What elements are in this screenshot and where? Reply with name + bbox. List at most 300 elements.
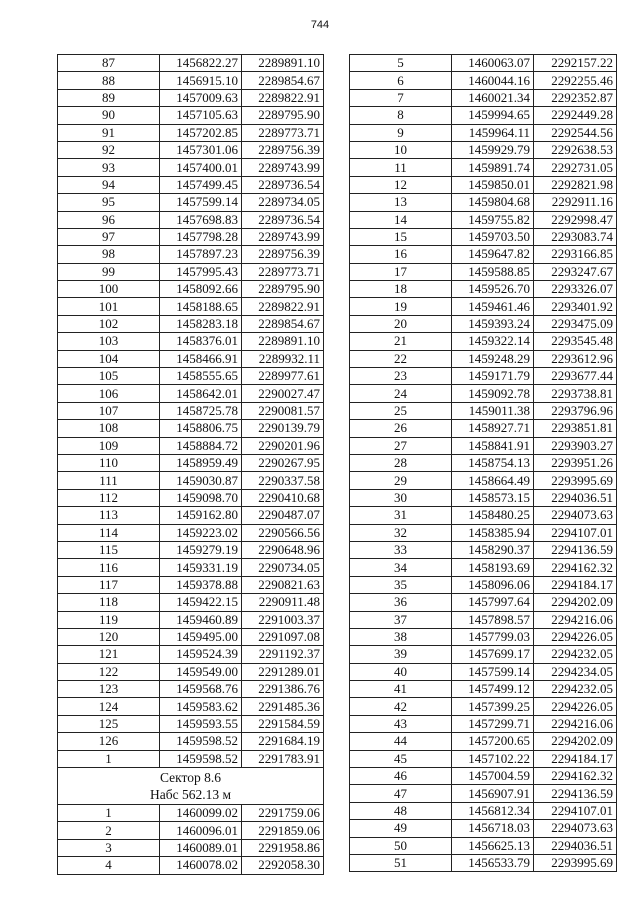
table-row <box>58 715 324 732</box>
coordinate-x: 1459011.38 <box>452 402 534 419</box>
coordinate-y: 2290337.58 <box>242 472 324 489</box>
table-row <box>350 489 617 506</box>
coordinate-y: 2289743.99 <box>242 228 324 245</box>
coordinate-y: 2289795.90 <box>242 281 324 298</box>
point-number: 9 <box>350 124 452 141</box>
coordinate-y: 2291684.19 <box>242 733 324 750</box>
point-number: 48 <box>350 802 452 819</box>
point-number: 49 <box>350 820 452 837</box>
coordinate-y: 2289822.91 <box>242 89 324 106</box>
point-number: 33 <box>350 541 452 558</box>
table-row <box>58 681 324 698</box>
point-number: 24 <box>350 385 452 402</box>
table-row <box>58 246 324 263</box>
coordinate-x: 1456812.34 <box>452 802 534 819</box>
coordinate-y: 2291289.01 <box>242 663 324 680</box>
table-row <box>350 698 617 715</box>
point-number: 29 <box>350 472 452 489</box>
table-row <box>350 176 617 193</box>
coordinate-y: 2294073.63 <box>534 820 617 837</box>
table-row <box>350 107 617 124</box>
coordinate-x: 1456822.27 <box>160 55 242 72</box>
table-row <box>350 420 617 437</box>
coordinate-y: 2293995.69 <box>534 854 617 871</box>
table-row <box>58 107 324 124</box>
coordinate-y: 2294036.51 <box>534 489 617 506</box>
point-number: 119 <box>58 611 160 628</box>
table-row <box>58 211 324 228</box>
table-row <box>58 333 324 350</box>
coordinate-y: 2289736.54 <box>242 176 324 193</box>
point-number: 18 <box>350 281 452 298</box>
table-row <box>350 820 617 837</box>
coordinate-x: 1458376.01 <box>160 333 242 350</box>
coordinate-y: 2291485.36 <box>242 698 324 715</box>
coordinate-y: 2290566.56 <box>242 524 324 541</box>
coordinate-x: 1459568.76 <box>160 681 242 698</box>
coordinate-x: 1459460.89 <box>160 611 242 628</box>
coordinate-y: 2293401.92 <box>534 298 617 315</box>
coordinate-y: 2290648.96 <box>242 541 324 558</box>
table-row <box>58 733 324 750</box>
table-row <box>58 559 324 576</box>
coordinate-x: 1459994.65 <box>452 107 534 124</box>
coordinate-x: 1457799.03 <box>452 628 534 645</box>
coordinate-y: 2292821.98 <box>534 176 617 193</box>
coordinate-x: 1456915.10 <box>160 72 242 89</box>
table-row <box>350 159 617 176</box>
coordinate-x: 1459030.87 <box>160 472 242 489</box>
point-number: 88 <box>58 72 160 89</box>
point-number: 1 <box>58 805 160 822</box>
point-number: 12 <box>350 176 452 193</box>
point-number: 51 <box>350 854 452 871</box>
table-row <box>58 507 324 524</box>
table-row <box>350 628 617 645</box>
coordinate-x: 1458927.71 <box>452 420 534 437</box>
point-number: 87 <box>58 55 160 72</box>
point-number: 41 <box>350 681 452 698</box>
point-number: 98 <box>58 246 160 263</box>
point-number: 47 <box>350 785 452 802</box>
coordinate-y: 2292255.46 <box>534 72 617 89</box>
table-row <box>350 472 617 489</box>
table-row <box>58 89 324 106</box>
coordinate-y: 2294216.06 <box>534 611 617 628</box>
point-number: 115 <box>58 541 160 558</box>
coordinate-x: 1459964.11 <box>452 124 534 141</box>
coordinate-x: 1459703.50 <box>452 228 534 245</box>
point-number: 114 <box>58 524 160 541</box>
table-row <box>350 733 617 750</box>
coordinate-x: 1458959.49 <box>160 454 242 471</box>
table-row <box>58 472 324 489</box>
point-number: 100 <box>58 281 160 298</box>
table-row <box>350 124 617 141</box>
coordinate-x: 1460099.02 <box>160 805 242 822</box>
coordinate-y: 2294184.17 <box>534 576 617 593</box>
coordinate-y: 2289891.10 <box>242 55 324 72</box>
table-row <box>58 298 324 315</box>
table-row <box>58 315 324 332</box>
table-row <box>58 55 324 72</box>
coordinate-x: 1459850.01 <box>452 176 534 193</box>
coordinate-y: 2294136.59 <box>534 785 617 802</box>
table-row <box>350 211 617 228</box>
table-row <box>350 72 617 89</box>
point-number: 10 <box>350 141 452 158</box>
coordinate-x: 1459804.68 <box>452 194 534 211</box>
table-row <box>350 246 617 263</box>
coordinate-y: 2293738.81 <box>534 385 617 402</box>
coordinate-x: 1459248.29 <box>452 350 534 367</box>
point-number: 30 <box>350 489 452 506</box>
coordinate-y: 2294216.06 <box>534 715 617 732</box>
coordinate-y: 2291584.59 <box>242 715 324 732</box>
coordinate-y: 2294232.05 <box>534 681 617 698</box>
table-row <box>58 402 324 419</box>
point-number: 99 <box>58 263 160 280</box>
point-number: 27 <box>350 437 452 454</box>
point-number: 17 <box>350 263 452 280</box>
coordinate-x: 1457698.83 <box>160 211 242 228</box>
sector-area: Набс 562.13 м <box>149 787 232 803</box>
coordinate-y: 2294184.17 <box>534 750 617 767</box>
coordinate-x: 1458283.18 <box>160 315 242 332</box>
table-row <box>58 124 324 141</box>
coordinate-x: 1458092.66 <box>160 281 242 298</box>
point-number: 37 <box>350 611 452 628</box>
table-row <box>350 385 617 402</box>
coordinate-x: 1456625.13 <box>452 837 534 854</box>
point-number: 4 <box>58 857 160 874</box>
coordinate-y: 2290027.47 <box>242 385 324 402</box>
coordinate-x: 1458188.65 <box>160 298 242 315</box>
coordinate-x: 1459098.70 <box>160 489 242 506</box>
coordinate-y: 2289822.91 <box>242 298 324 315</box>
coordinate-y: 2294073.63 <box>534 507 617 524</box>
point-number: 35 <box>350 576 452 593</box>
coordinate-x: 1459929.79 <box>452 141 534 158</box>
coordinate-y: 2293612.96 <box>534 350 617 367</box>
coordinate-y: 2293951.26 <box>534 454 617 471</box>
table-row <box>350 524 617 541</box>
coordinates-table-right <box>349 54 617 872</box>
table-row <box>58 698 324 715</box>
point-number: 42 <box>350 698 452 715</box>
coordinate-y: 2293545.48 <box>534 333 617 350</box>
coordinate-x: 1457105.63 <box>160 107 242 124</box>
point-number: 116 <box>58 559 160 576</box>
coordinate-y: 2292352.87 <box>534 89 617 106</box>
coordinate-y: 2294107.01 <box>534 802 617 819</box>
point-number: 23 <box>350 368 452 385</box>
coordinate-y: 2293677.44 <box>534 368 617 385</box>
coordinate-y: 2294107.01 <box>534 524 617 541</box>
point-number: 92 <box>58 141 160 158</box>
table-row <box>58 263 324 280</box>
table-row <box>350 194 617 211</box>
point-number: 109 <box>58 437 160 454</box>
coordinate-y: 2291958.86 <box>242 839 324 856</box>
point-number: 121 <box>58 646 160 663</box>
table-row <box>58 750 324 767</box>
coordinate-x: 1460089.01 <box>160 839 242 856</box>
coordinate-x: 1456907.91 <box>452 785 534 802</box>
point-number: 124 <box>58 698 160 715</box>
coordinate-x: 1459495.00 <box>160 628 242 645</box>
coordinates-table-left <box>57 54 324 875</box>
table-row <box>350 768 617 785</box>
table-row <box>58 228 324 245</box>
table-row <box>58 368 324 385</box>
coordinate-x: 1459223.02 <box>160 524 242 541</box>
coordinate-x: 1457499.45 <box>160 176 242 193</box>
table-row <box>350 837 617 854</box>
coordinate-x: 1460078.02 <box>160 857 242 874</box>
point-number: 90 <box>58 107 160 124</box>
coordinate-x: 1459593.55 <box>160 715 242 732</box>
point-number: 107 <box>58 402 160 419</box>
table-row <box>350 785 617 802</box>
coordinate-y: 2289854.67 <box>242 72 324 89</box>
coordinate-y: 2289854.67 <box>242 315 324 332</box>
point-number: 118 <box>58 594 160 611</box>
table-row <box>58 420 324 437</box>
coordinate-x: 1459755.82 <box>452 211 534 228</box>
table-row <box>350 854 617 871</box>
coordinate-y: 2291097.08 <box>242 628 324 645</box>
point-number: 122 <box>58 663 160 680</box>
table-row <box>58 805 324 822</box>
coordinate-x: 1457995.43 <box>160 263 242 280</box>
table-row <box>350 263 617 280</box>
coordinate-x: 1457699.17 <box>452 646 534 663</box>
coordinate-x: 1459526.70 <box>452 281 534 298</box>
table-row <box>58 194 324 211</box>
table-row <box>58 141 324 158</box>
coordinate-y: 2292911.16 <box>534 194 617 211</box>
coordinate-y: 2294162.32 <box>534 559 617 576</box>
point-number: 5 <box>350 55 452 72</box>
point-number: 95 <box>58 194 160 211</box>
point-number: 96 <box>58 211 160 228</box>
coordinate-x: 1458573.15 <box>452 489 534 506</box>
coordinate-x: 1458884.72 <box>160 437 242 454</box>
table-row <box>58 663 324 680</box>
point-number: 3 <box>58 839 160 856</box>
point-number: 28 <box>350 454 452 471</box>
coordinate-y: 2293083.74 <box>534 228 617 245</box>
coordinate-y: 2293903.27 <box>534 437 617 454</box>
coordinate-y: 2289756.39 <box>242 141 324 158</box>
coordinate-x: 1458193.69 <box>452 559 534 576</box>
table-row <box>350 715 617 732</box>
coordinate-y: 2292157.22 <box>534 55 617 72</box>
point-number: 43 <box>350 715 452 732</box>
coordinate-x: 1459331.19 <box>160 559 242 576</box>
coordinate-x: 1459598.52 <box>160 750 242 767</box>
coordinate-y: 2290821.63 <box>242 576 324 593</box>
table-row <box>350 350 617 367</box>
coordinate-x: 1457299.71 <box>452 715 534 732</box>
point-number: 125 <box>58 715 160 732</box>
coordinate-y: 2289932.11 <box>242 350 324 367</box>
coordinate-y: 2291003.37 <box>242 611 324 628</box>
coordinate-x: 1459393.24 <box>452 315 534 332</box>
coordinate-x: 1457400.01 <box>160 159 242 176</box>
point-number: 14 <box>350 211 452 228</box>
point-number: 126 <box>58 733 160 750</box>
point-number: 8 <box>350 107 452 124</box>
point-number: 45 <box>350 750 452 767</box>
coordinate-y: 2293995.69 <box>534 472 617 489</box>
coordinate-x: 1457599.14 <box>160 194 242 211</box>
table-row <box>58 857 324 874</box>
coordinate-x: 1458725.78 <box>160 402 242 419</box>
coordinate-x: 1458480.25 <box>452 507 534 524</box>
coordinate-y: 2294232.05 <box>534 646 617 663</box>
coordinate-x: 1459422.15 <box>160 594 242 611</box>
coordinate-y: 2292638.53 <box>534 141 617 158</box>
coordinate-y: 2291759.06 <box>242 805 324 822</box>
coordinate-x: 1456533.79 <box>452 854 534 871</box>
coordinate-y: 2293166.85 <box>534 246 617 263</box>
coordinate-x: 1457009.63 <box>160 89 242 106</box>
coordinate-x: 1458555.65 <box>160 368 242 385</box>
coordinate-y: 2292449.28 <box>534 107 617 124</box>
coordinate-x: 1457399.25 <box>452 698 534 715</box>
point-number: 117 <box>58 576 160 593</box>
coordinate-y: 2291859.06 <box>242 822 324 839</box>
coordinate-y: 2294226.05 <box>534 628 617 645</box>
page-number: 744 <box>310 19 330 31</box>
table-row <box>350 594 617 611</box>
coordinate-y: 2289736.54 <box>242 211 324 228</box>
point-number: 31 <box>350 507 452 524</box>
coordinate-y: 2290139.79 <box>242 420 324 437</box>
point-number: 7 <box>350 89 452 106</box>
point-number: 21 <box>350 333 452 350</box>
point-number: 102 <box>58 315 160 332</box>
coordinate-y: 2294234.05 <box>534 663 617 680</box>
coordinate-y: 2293851.81 <box>534 420 617 437</box>
coordinate-x: 1459171.79 <box>452 368 534 385</box>
sector-title: Сектор 8.6 <box>159 770 221 786</box>
coordinate-x: 1457200.65 <box>452 733 534 750</box>
coordinate-y: 2289773.71 <box>242 263 324 280</box>
point-number: 120 <box>58 628 160 645</box>
coordinate-x: 1458841.91 <box>452 437 534 454</box>
table-row <box>350 55 617 72</box>
table-row <box>350 611 617 628</box>
table-row <box>58 454 324 471</box>
point-number: 46 <box>350 768 452 785</box>
table-row <box>58 524 324 541</box>
table-row <box>350 89 617 106</box>
table-row <box>58 611 324 628</box>
table-row <box>350 507 617 524</box>
table-row <box>350 368 617 385</box>
coordinate-x: 1459524.39 <box>160 646 242 663</box>
point-number: 15 <box>350 228 452 245</box>
sector-header-row <box>58 768 324 805</box>
point-number: 97 <box>58 228 160 245</box>
point-number: 50 <box>350 837 452 854</box>
table-row <box>350 315 617 332</box>
coordinate-x: 1457599.14 <box>452 663 534 680</box>
coordinate-y: 2289734.05 <box>242 194 324 211</box>
point-number: 93 <box>58 159 160 176</box>
coordinate-x: 1458642.01 <box>160 385 242 402</box>
point-number: 111 <box>58 472 160 489</box>
table-row <box>58 839 324 856</box>
coordinate-y: 2293796.96 <box>534 402 617 419</box>
point-number: 108 <box>58 420 160 437</box>
table-row <box>350 333 617 350</box>
coordinate-x: 1459092.78 <box>452 385 534 402</box>
coordinate-y: 2289795.90 <box>242 107 324 124</box>
point-number: 110 <box>58 454 160 471</box>
point-number: 13 <box>350 194 452 211</box>
point-number: 1 <box>58 750 160 767</box>
coordinate-y: 2292731.05 <box>534 159 617 176</box>
coordinate-y: 2290487.07 <box>242 507 324 524</box>
sector-header <box>58 768 324 805</box>
point-number: 38 <box>350 628 452 645</box>
coordinate-x: 1459891.74 <box>452 159 534 176</box>
table-row <box>350 646 617 663</box>
coordinate-y: 2293475.09 <box>534 315 617 332</box>
coordinate-x: 1459279.19 <box>160 541 242 558</box>
table-row <box>350 141 617 158</box>
point-number: 22 <box>350 350 452 367</box>
point-number: 105 <box>58 368 160 385</box>
point-number: 25 <box>350 402 452 419</box>
table-row <box>58 281 324 298</box>
table-row <box>58 350 324 367</box>
coordinate-y: 2290201.96 <box>242 437 324 454</box>
table-row <box>350 802 617 819</box>
table-row <box>58 594 324 611</box>
coordinate-x: 1458096.06 <box>452 576 534 593</box>
coordinate-x: 1459378.88 <box>160 576 242 593</box>
table-row <box>350 281 617 298</box>
coordinate-y: 2289977.61 <box>242 368 324 385</box>
table-row <box>350 402 617 419</box>
table-row <box>58 489 324 506</box>
coordinate-x: 1459322.14 <box>452 333 534 350</box>
table-row <box>58 541 324 558</box>
coordinate-y: 2290410.68 <box>242 489 324 506</box>
point-number: 44 <box>350 733 452 750</box>
coordinate-y: 2291783.91 <box>242 750 324 767</box>
table-row <box>350 750 617 767</box>
point-number: 36 <box>350 594 452 611</box>
point-number: 104 <box>58 350 160 367</box>
coordinate-x: 1458754.13 <box>452 454 534 471</box>
point-number: 103 <box>58 333 160 350</box>
point-number: 16 <box>350 246 452 263</box>
coordinate-y: 2290081.57 <box>242 402 324 419</box>
table-row <box>58 176 324 193</box>
point-number: 20 <box>350 315 452 332</box>
table-row <box>350 559 617 576</box>
coordinate-x: 1457997.64 <box>452 594 534 611</box>
coordinate-y: 2294036.51 <box>534 837 617 854</box>
coordinate-x: 1458290.37 <box>452 541 534 558</box>
coordinate-x: 1457499.12 <box>452 681 534 698</box>
